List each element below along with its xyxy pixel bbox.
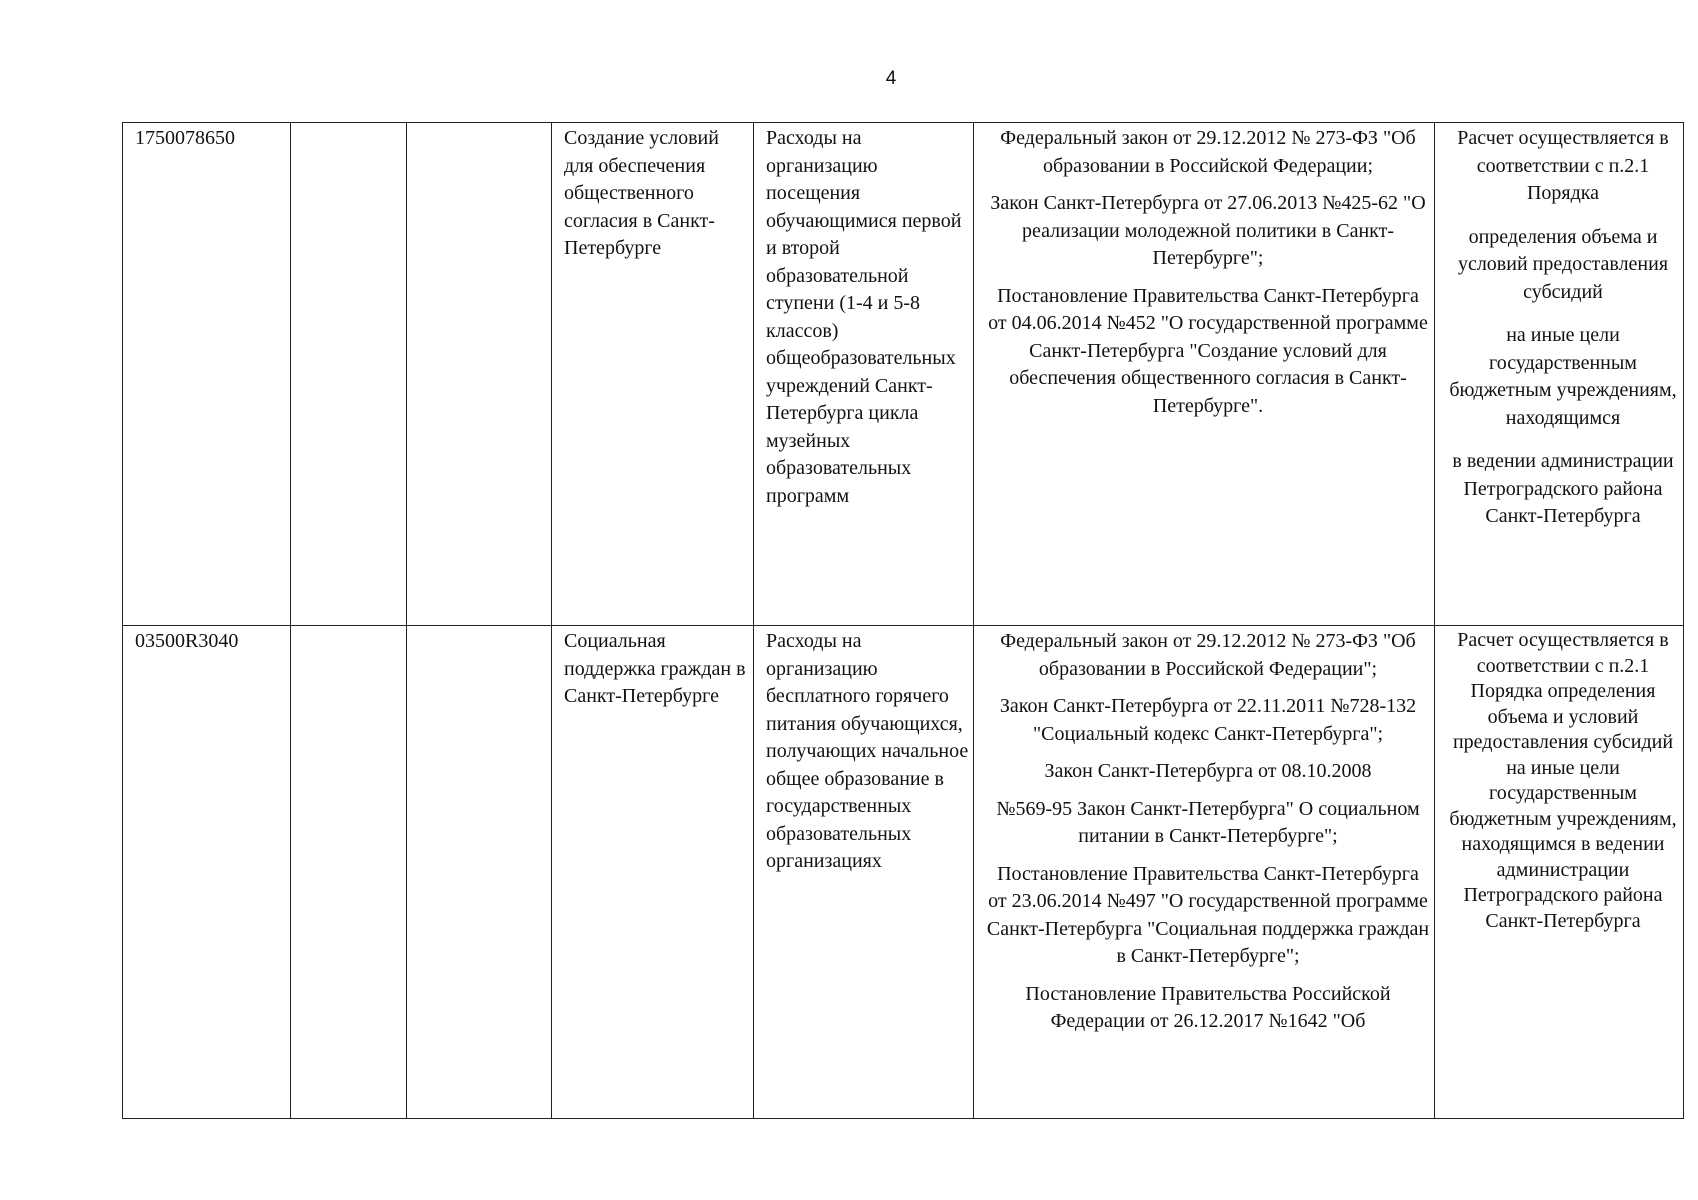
legal-act: Постановление Правительства Санкт-Петербурга от 23.06.2014 №497 "О государственной программе Санкт-Петербурга "Социальная поддержка граждан в Санкт-Петербурге"; <box>986 862 1430 967</box>
page-number: 4 <box>885 68 897 89</box>
program-cell: Создание условий для обеспечения общественного согласия в Санкт-Петербурге <box>552 123 754 626</box>
legal-basis-cell <box>974 626 1435 1119</box>
calculation-cell <box>1435 123 1684 626</box>
legal-act: Постановление Правительства Российской Федерации от 26.12.2017 №1642 "Об <box>1025 982 1391 1032</box>
empty-cell <box>407 123 552 626</box>
program-cell: Социальная поддержка граждан в Санкт-Петербурге <box>552 626 754 1119</box>
legal-act: Постановление Правительства Санкт-Петербурга от 04.06.2014 №452 "О государственной программе Санкт-Петербурга "Создание условий для обеспечения общественного согласия в Санкт-Петербурге". <box>988 284 1428 417</box>
calculation-text: на иные цели государственным бюджетным учреждениям, находящимся <box>1449 324 1677 429</box>
legal-act: №569-95 Закон Санкт-Петербурга" О социальном питании в Санкт-Петербурге"; <box>996 797 1420 847</box>
empty-cell <box>291 626 407 1119</box>
table-row <box>123 123 1684 626</box>
legal-act: Федеральный закон от 29.12.2012 № 273-ФЗ "Об образовании в Российской Федерации"; <box>1000 630 1416 680</box>
calculation-text: определения объема и условий предоставления субсидий <box>1457 225 1669 303</box>
legal-act: Закон Санкт-Петербурга от 22.11.2011 №728-132 "Социальный кодекс Санкт-Петербурга"; <box>999 695 1417 745</box>
expense-cell: Расходы на организацию посещения обучающимися первой и второй образовательной ступени (1-4 и 5-8 классов) общеобразовательных учреждений Санкт-Петербурга цикла музейных образовательных программ <box>754 123 974 626</box>
code-cell: 1750078650 <box>123 123 291 626</box>
legal-act: Закон Санкт-Петербурга от 27.06.2013 №425-62 "О реализации молодежной политики в Санкт-Петербурге"; <box>990 192 1426 269</box>
calculation-text: Расчет осуществляется в соответствии с п.2.1 Порядка <box>1457 127 1669 204</box>
legal-act: Федеральный закон от 29.12.2012 № 273-ФЗ "Об образовании в Российской Федерации; <box>1000 127 1416 177</box>
budget-table <box>122 122 1684 1119</box>
calculation-cell <box>1435 626 1684 1119</box>
calculation-text: Расчет осуществляется в соответствии с п.2.1 Порядка определения объема и условий предоставления субсидий на иные цели государственным бюджетным учреждениям, находящимся в ведении администрации Петроградского района Санкт-Петербурга <box>1449 629 1677 932</box>
empty-cell <box>291 123 407 626</box>
legal-act: Закон Санкт-Петербурга от 08.10.2008 <box>1044 760 1372 782</box>
table-row <box>123 626 1684 1119</box>
empty-cell <box>407 626 552 1119</box>
calculation-text: в ведении администрации Петроградского района Санкт-Петербурга <box>1452 450 1674 527</box>
code-cell: 03500R3040 <box>123 626 291 1119</box>
legal-basis-cell <box>974 123 1435 626</box>
expense-cell: Расходы на организацию бесплатного горячего питания обучающихся, получающих начальное общее образование в государственных образовательных организациях <box>754 626 974 1119</box>
